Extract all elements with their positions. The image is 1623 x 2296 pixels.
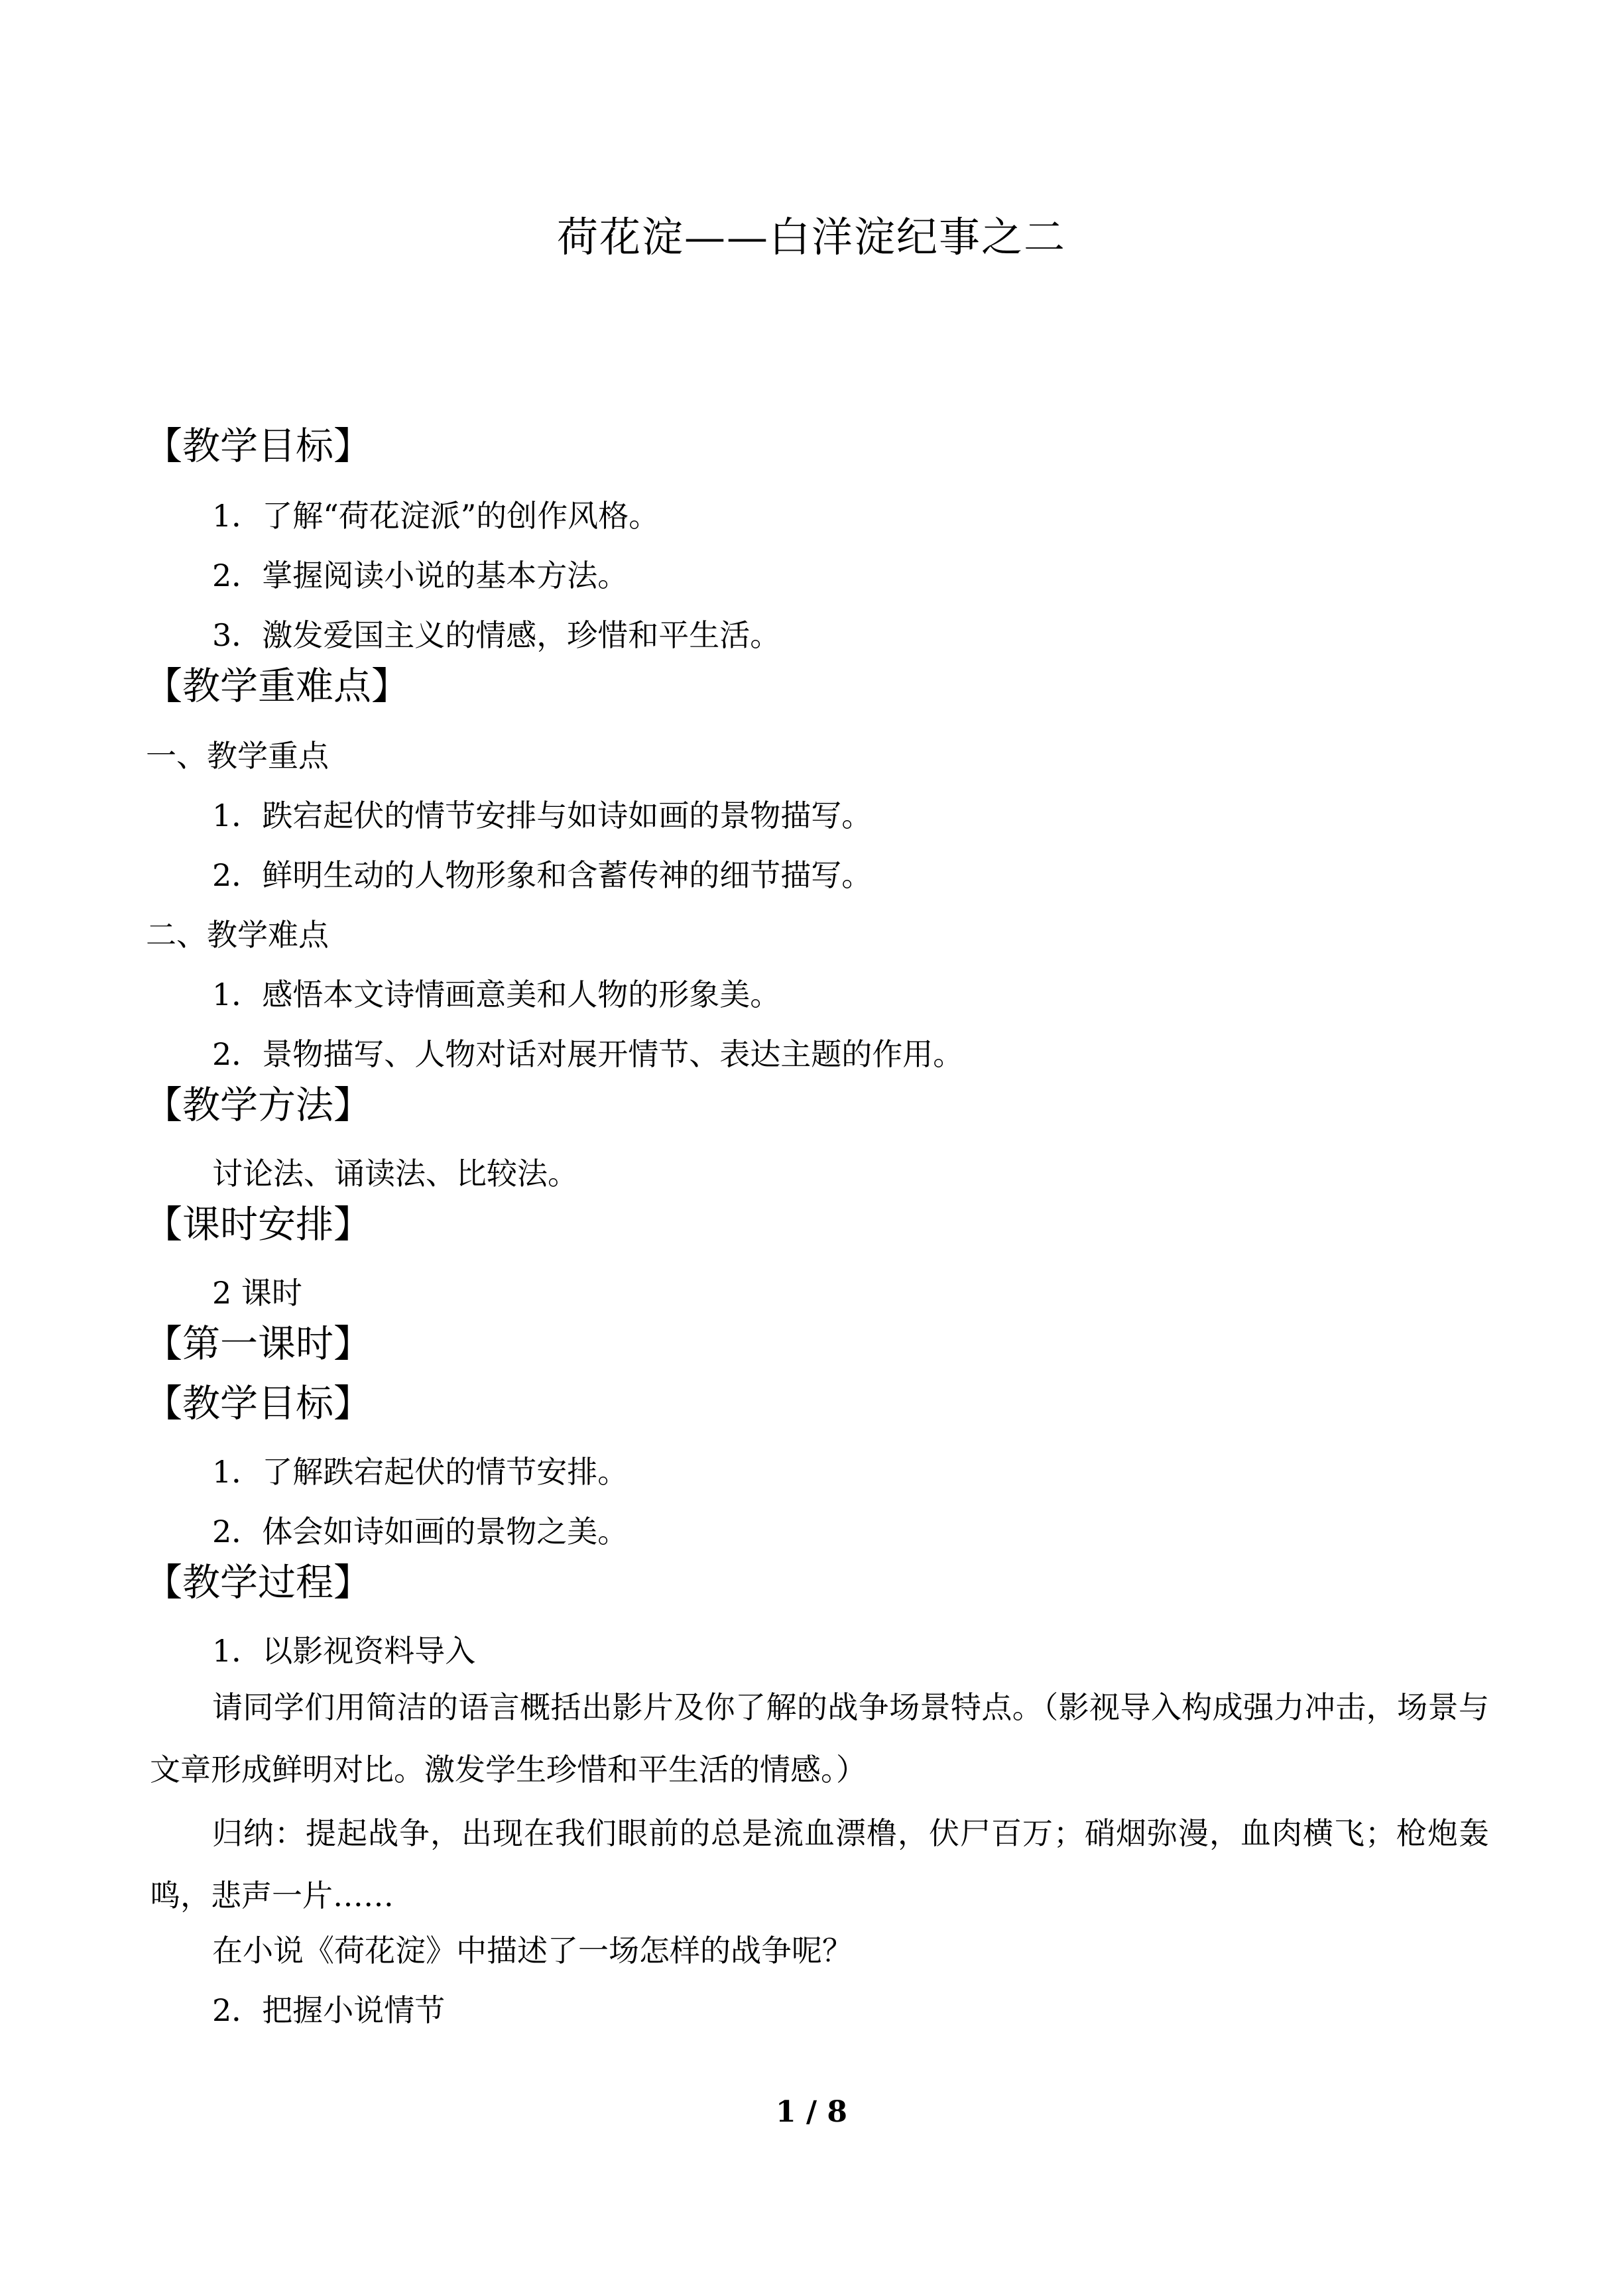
difficulty-item-1: 1．感悟本文诗情画意美和人物的形象美。 <box>212 977 781 1012</box>
page-number: 1 / 8 <box>776 2095 847 2129</box>
methods-text: 讨论法、诵读法、比较法。 <box>212 1156 578 1191</box>
section-heading-teaching-methods: 【教学方法】 <box>145 1083 371 1127</box>
section-heading-lesson-goals: 【教学目标】 <box>145 1382 371 1425</box>
goal-item-2: 2．掌握阅读小说的基本方法。 <box>212 558 629 593</box>
goal-item-3: 3．激发爱国主义的情感，珍惜和平生活。 <box>212 617 781 653</box>
key-point-item-1: 1．跌宕起伏的情节安排与如诗如画的景物描写。 <box>212 798 872 833</box>
process-question: 在小说《荷花淀》中描述了一场怎样的战争呢？ <box>212 1933 853 1968</box>
lesson-goal-item-2: 2．体会如诗如画的景物之美。 <box>212 1514 629 1549</box>
lesson-goal-item-1: 1．了解跌宕起伏的情节安排。 <box>212 1454 629 1490</box>
section-heading-teaching-process: 【教学过程】 <box>145 1561 371 1604</box>
difficulty-item-2: 2．景物描写、人物对话对展开情节、表达主题的作用。 <box>212 1036 964 1072</box>
process-paragraph-2: 归纳：提起战争，出现在我们眼前的总是流血漂橹，伏尸百万；硝烟弥漫，血肉横飞；枪炮轰鸣，悲声一片…… <box>150 1815 1489 1913</box>
process-paragraph-1: 请同学们用简洁的语言概括出影片及你了解的战争场景特点。（影视导入构成强力冲击，场景与文章形成鲜明对比。激发学生珍惜和平生活的情感。） <box>150 1689 1489 1787</box>
schedule-text: 2 课时 <box>212 1275 302 1311</box>
subheading-difficulties: 二、教学难点 <box>146 917 329 953</box>
section-heading-key-difficulties: 【教学重难点】 <box>145 664 409 708</box>
process-step-1: 1．以影视资料导入 <box>212 1633 476 1669</box>
section-heading-schedule: 【课时安排】 <box>145 1203 371 1246</box>
subheading-key-points: 一、教学重点 <box>146 738 329 774</box>
section-heading-first-lesson: 【第一课时】 <box>145 1322 371 1366</box>
section-heading-teaching-goals: 【教学目标】 <box>145 424 371 468</box>
process-step-2: 2．把握小说情节 <box>212 1992 446 2028</box>
key-point-item-2: 2．鲜明生动的人物形象和含蓄传神的细节描写。 <box>212 857 872 893</box>
document-title: 荷花淀——白洋淀纪事之二 <box>556 213 1066 261</box>
goal-item-1: 1．了解“荷花淀派”的创作风格。 <box>212 498 660 534</box>
